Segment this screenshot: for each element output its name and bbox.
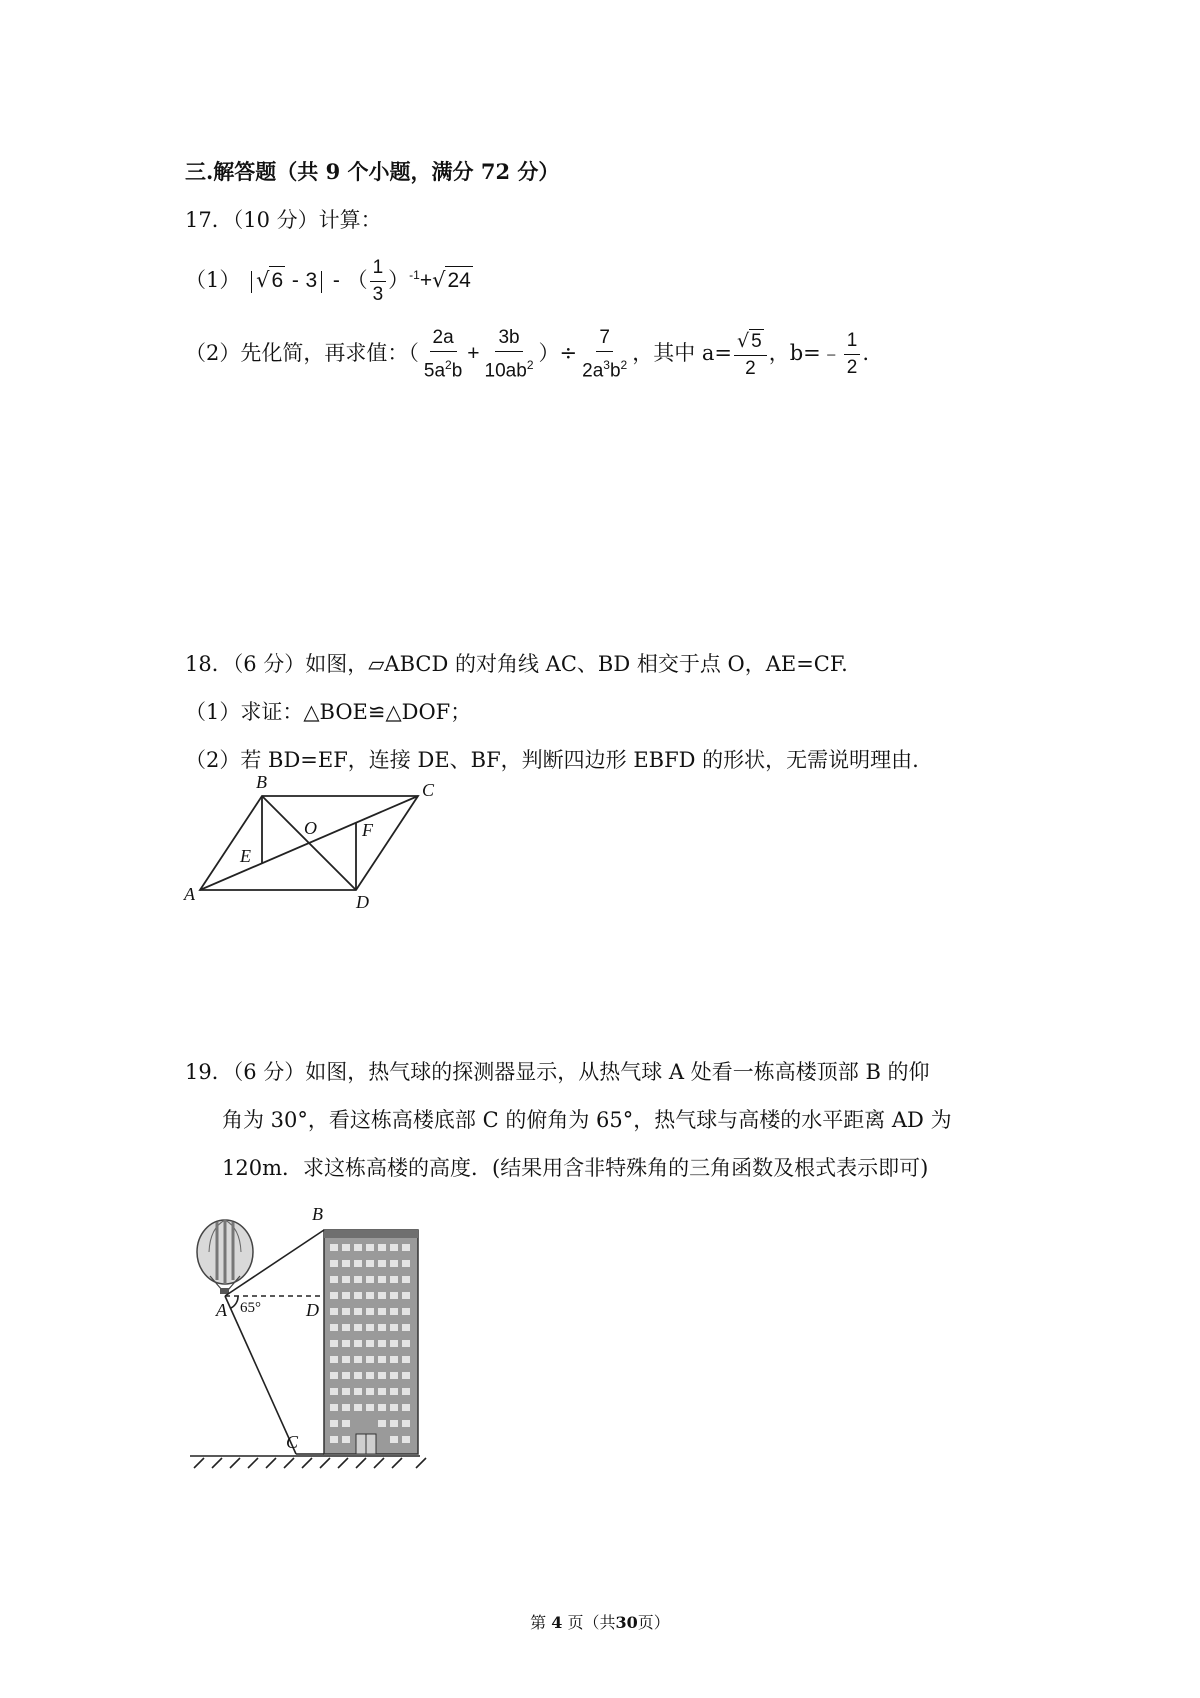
q17-part1 — [185, 256, 473, 307]
where-text: ，其中 a= — [632, 341, 733, 366]
footer-post: 页） — [637, 1613, 670, 1632]
label-f: F — [362, 820, 373, 840]
label-a: A — [184, 884, 195, 904]
angle-label: 65° — [240, 1300, 261, 1316]
plus-sign: + — [467, 342, 480, 366]
footer-page-number: 4 — [551, 1613, 563, 1632]
q19-line2: 角为 30°，看这栋高楼底部 C 的俯角为 65°，热气球与高楼的水平距离 AD 为 — [222, 1108, 952, 1132]
left-paren: （ — [346, 268, 368, 292]
minus-sign: - — [291, 269, 299, 292]
right-paren: ） — [388, 268, 410, 292]
frac-num: 1 — [844, 329, 861, 355]
exponent: -1 — [409, 268, 420, 282]
fraction-one-third — [370, 256, 387, 307]
tall-building-icon — [324, 1230, 418, 1454]
footer-pre: 第 — [530, 1613, 547, 1632]
abs-bar-left — [251, 271, 252, 293]
minus-sign-2: - — [332, 269, 340, 292]
den-part: 10ab — [484, 360, 527, 382]
angle-arc — [231, 1296, 238, 1308]
plus-sign: + — [419, 269, 433, 292]
frac-num: 7 — [596, 326, 613, 352]
fraction-b-value — [844, 329, 861, 380]
label-b: B — [312, 1204, 323, 1224]
den-part: b — [451, 360, 463, 382]
fraction-2a — [421, 326, 465, 383]
frac-num: 2a — [430, 326, 457, 352]
label-o: O — [304, 818, 317, 838]
frac-den — [421, 352, 465, 383]
q17-part1-label: （1） — [185, 268, 241, 292]
q18-line3: （2）若 BD=EF，连接 DE、BF，判断四边形 EBFD 的形状，无需说明理由. — [185, 748, 919, 772]
den-sup: 2 — [620, 358, 628, 372]
sqrt-sign: √ — [737, 329, 750, 352]
den-sup: 2 — [445, 358, 452, 372]
label-b: B — [256, 772, 267, 792]
label-c: C — [286, 1432, 299, 1452]
radicand-6: 6 — [269, 266, 285, 295]
q17-part2-label: （2）先化简，再求值：（ — [185, 341, 419, 366]
diagonal-bd — [262, 796, 356, 890]
frac-den — [482, 352, 537, 383]
den-part: 5a — [423, 360, 446, 382]
parallelogram-figure — [180, 770, 450, 910]
close-paren-divide: ）÷ — [538, 341, 578, 366]
period: . — [862, 341, 870, 366]
frac-den: 2 — [745, 357, 756, 379]
label-e: E — [240, 846, 251, 866]
den-sup: 2 — [526, 358, 534, 372]
frac-den: 2 — [846, 357, 858, 379]
den-part: b — [609, 360, 621, 382]
line-ac — [225, 1296, 296, 1454]
b-label: ，b=﹣ — [768, 341, 842, 366]
frac-den: 3 — [372, 284, 384, 305]
q17-part2 — [185, 326, 869, 383]
q17-header: 17．（10 分）计算： — [185, 208, 382, 232]
frac-den — [579, 352, 630, 383]
q18-line1: 18．（6 分）如图，▱ABCD 的对角线 AC、BD 相交于点 O，AE=CF. — [185, 652, 848, 676]
radicand-24: 24 — [445, 266, 472, 295]
fraction-3b — [482, 326, 537, 383]
three: 3 — [305, 269, 318, 292]
frac-num: 3b — [495, 326, 522, 352]
sqrt-sign-2: √ — [432, 268, 446, 292]
page-footer — [0, 1610, 1200, 1633]
label-c: C — [422, 780, 435, 800]
fraction-7 — [579, 326, 630, 383]
frac-num — [734, 329, 767, 356]
frac-num: 1 — [370, 256, 387, 282]
label-a: A — [216, 1300, 227, 1320]
label-d: D — [356, 892, 369, 910]
footer-total-pages: 30 — [615, 1613, 638, 1632]
label-d: D — [306, 1300, 319, 1320]
sqrt-sign: √ — [256, 268, 270, 292]
footer-mid: 页（共 — [567, 1613, 616, 1632]
den-sup: 3 — [603, 358, 610, 372]
balloon-building-figure — [180, 1200, 460, 1470]
ground-line — [190, 1456, 426, 1468]
radicand-5: 5 — [751, 330, 762, 352]
q18-line2: （1）求证：△BOE≌△DOF； — [185, 700, 472, 724]
fraction-a-value — [734, 329, 767, 381]
section-header: 三.解答题（共 9 个小题，满分 72 分） — [185, 159, 560, 184]
den-part: 2a — [582, 360, 604, 382]
abs-bar-right — [321, 271, 322, 293]
q19-line1: 19．（6 分）如图，热气球的探测器显示，从热气球 A 处看一栋高楼顶部 B 的仰 — [185, 1060, 930, 1084]
q19-line3: 120m．求这栋高楼的高度．(结果用含非特殊角的三角函数及根式表示即可) — [222, 1156, 929, 1180]
